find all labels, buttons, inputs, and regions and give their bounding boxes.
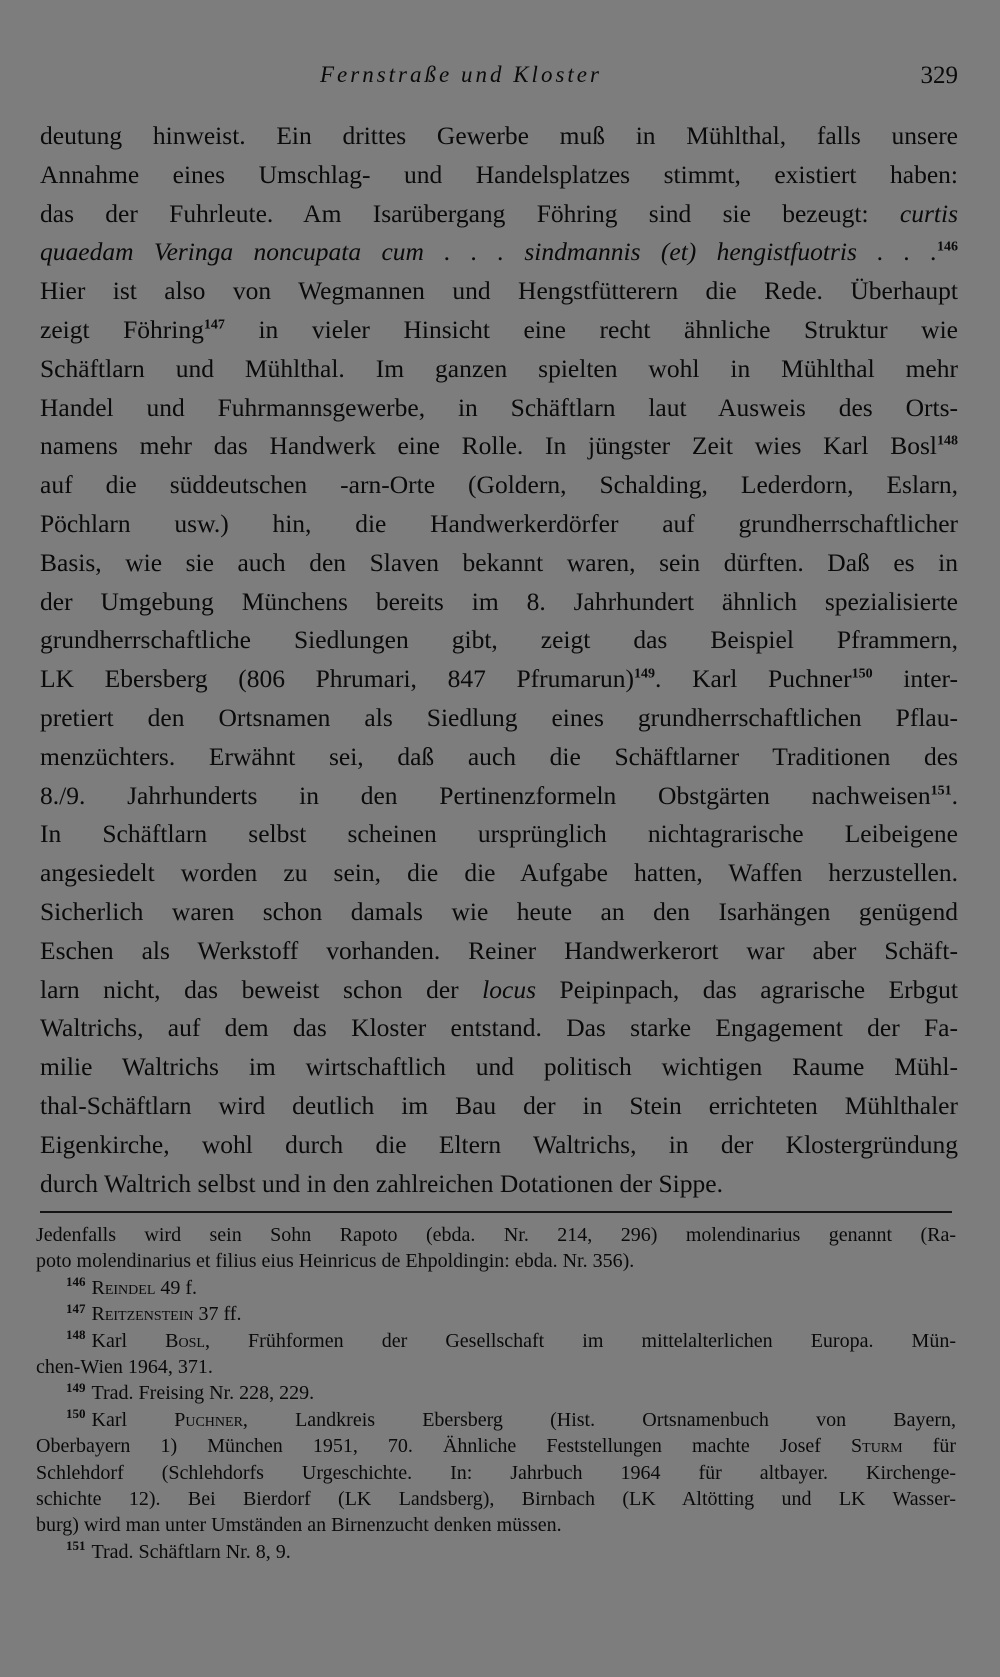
text-line bbox=[40, 583, 958, 622]
text-line bbox=[40, 1009, 958, 1048]
text-run: 8./9. Jahrhunderts in den Pertinenzformeln Obstgärten nachweisen bbox=[40, 780, 931, 810]
text-line bbox=[40, 777, 958, 816]
text-run: durch Waltrich selbst und in den zahlreichen Dotationen der Sippe. bbox=[40, 1168, 723, 1198]
text-run: milie Waltrichs im wirtschaftlich und politisch wichtigen Raume Mühl- bbox=[40, 1052, 958, 1082]
text-line bbox=[40, 350, 958, 389]
text-run: angesiedelt worden zu sein, die die Aufgabe hatten, Waffen herzustellen. bbox=[40, 858, 958, 888]
footnote-148 bbox=[36, 1328, 956, 1354]
text-run: LK Ebersberg (806 Phrumari, 847 Pfrumarun) bbox=[40, 664, 635, 694]
footnote-line bbox=[36, 1354, 956, 1380]
footnote-text: für bbox=[902, 1435, 956, 1458]
text-run: der Umgebung Münchens bereits im 8. Jahrhundert ähnlich spezialisierte bbox=[40, 586, 958, 616]
text-run: pretiert den Ortsnamen als Siedlung eines grundherrschaftlichen Pflau- bbox=[40, 702, 958, 732]
text-line bbox=[40, 699, 958, 738]
footnote-text: Trad. Freising Nr. 228, 229. bbox=[91, 1382, 315, 1405]
footnote-147 bbox=[36, 1301, 956, 1327]
footnote-number: 150 bbox=[66, 1406, 86, 1422]
text-run: . Karl Puchner bbox=[655, 664, 852, 694]
footnote-text: Schlehdorf (Schlehdorfs Urgeschichte. In: Jahrbuch 1964 für altbayer. Kirchenge- bbox=[36, 1461, 956, 1484]
footnote-author: Bosl bbox=[165, 1329, 205, 1352]
text-line bbox=[40, 1165, 958, 1204]
text-run: Pöchlarn usw.) hin, die Handwerkerdörfer auf grundherrschaftlicher bbox=[40, 508, 958, 538]
running-header bbox=[0, 58, 1000, 94]
footnote-151 bbox=[36, 1539, 956, 1565]
text-run: . bbox=[951, 780, 958, 810]
italic-term: locus bbox=[482, 974, 536, 1004]
text-line bbox=[40, 1126, 958, 1165]
footnote-ref[interactable]: 149 bbox=[634, 666, 656, 682]
footnote-ref[interactable]: 147 bbox=[203, 317, 225, 333]
footnote-text: Karl bbox=[91, 1408, 175, 1431]
text-line bbox=[40, 1048, 958, 1087]
text-line bbox=[40, 311, 958, 350]
text-run: das der Fuhrleute. Am Isarübergang Föhring sind sie bezeugt: bbox=[40, 198, 900, 228]
text-line bbox=[40, 815, 958, 854]
text-line bbox=[40, 932, 958, 971]
footnote-ref[interactable]: 150 bbox=[851, 666, 873, 682]
footnotes bbox=[36, 1222, 956, 1565]
footnote-ref[interactable]: 151 bbox=[930, 783, 952, 799]
footnote-text: 49 f. bbox=[155, 1276, 198, 1299]
main-text bbox=[40, 117, 958, 1203]
footnote-number: 147 bbox=[66, 1301, 86, 1316]
footnote-text: chen-Wien 1964, 371. bbox=[36, 1355, 213, 1378]
text-run: auf die süddeutschen -arn-Orte (Goldern, Schalding, Lederdorn, Eslarn, bbox=[40, 470, 958, 500]
footnote-149 bbox=[36, 1380, 956, 1406]
footnote-author: Puchner bbox=[174, 1408, 243, 1431]
italic-quote: curtis bbox=[899, 198, 958, 228]
page-number: 329 bbox=[920, 62, 958, 89]
footnote-text: Oberbayern 1) München 1951, 70. Ähnliche Feststellungen machte Josef bbox=[36, 1435, 852, 1458]
text-run: grundherrschaftliche Siedlungen gibt, zeigt das Beispiel Pframmern, bbox=[40, 625, 958, 655]
text-line bbox=[40, 117, 958, 156]
footnote-author: Reitzenstein bbox=[91, 1303, 194, 1326]
footnote-text: Jedenfalls wird sein Sohn Rapoto (ebda. Nr. 214, 296) molendinarius genannt (Ra- bbox=[36, 1224, 956, 1246]
text-line bbox=[40, 738, 958, 777]
footnote-author: Reindel bbox=[91, 1276, 156, 1299]
footnote-text: , Frühformen der Gesellschaft im mittelalterlichen Europa. Mün- bbox=[204, 1329, 956, 1352]
text-run: namens mehr das Handwerk eine Rolle. In jüngster Zeit wies Karl Bosl bbox=[40, 431, 937, 461]
text-run: Hier ist also von Wegmannen und Hengstfütterern die Rede. Überhaupt bbox=[40, 276, 958, 306]
text-run: Sicherlich waren schon damals wie heute an den Isarhängen genügend bbox=[40, 896, 958, 926]
text-run: In Schäftlarn selbst scheinen ursprünglich nichtagrarische Leibeigene bbox=[40, 819, 958, 849]
running-title: Fernstraße und Kloster bbox=[320, 62, 602, 87]
text-line bbox=[40, 660, 958, 699]
footnote-ref[interactable]: 146 bbox=[937, 239, 958, 255]
text-run: in vieler Hinsicht eine recht ähnliche Struktur wie bbox=[224, 314, 958, 344]
footnote-line bbox=[36, 1248, 956, 1274]
text-line bbox=[40, 971, 958, 1010]
text-line bbox=[40, 427, 958, 466]
text-line bbox=[40, 156, 958, 195]
footnote-author: Sturm bbox=[851, 1435, 903, 1458]
footnote-number: 148 bbox=[66, 1327, 86, 1342]
footnote-line bbox=[36, 1433, 956, 1459]
text-line bbox=[40, 195, 958, 234]
footnote-text: burg) wird man unter Umständen an Birnenzucht denken müssen. bbox=[36, 1514, 562, 1537]
footnote-text: Karl bbox=[91, 1329, 166, 1352]
text-run: zeigt Föhring bbox=[40, 314, 204, 344]
footnote-text: schichte 12). Bei Bierdorf (LK Landsberg), Birnbach (LK Altötting und LK Wasser- bbox=[36, 1487, 956, 1510]
footnote-150 bbox=[36, 1407, 956, 1433]
text-line bbox=[40, 272, 958, 311]
footnote-146 bbox=[36, 1275, 956, 1301]
text-run: Handel und Fuhrmannsgewerbe, in Schäftlarn laut Ausweis des Orts- bbox=[40, 392, 958, 422]
footnote-text: Trad. Schäftlarn Nr. 8, 9. bbox=[91, 1540, 291, 1563]
text-line bbox=[40, 505, 958, 544]
footnote-text: , Landkreis Ebersberg (Hist. Ortsnamenbuch von Bayern, bbox=[242, 1408, 956, 1431]
footnote-text: 37 ff. bbox=[193, 1303, 242, 1326]
footnote-line bbox=[36, 1512, 956, 1538]
text-run: Eschen als Werkstoff vorhanden. Reiner Handwerkerort war aber Schäft- bbox=[40, 935, 958, 965]
text-run: Schäftlarn und Mühlthal. Im ganzen spielten wohl in Mühlthal mehr bbox=[40, 353, 958, 383]
text-line bbox=[40, 466, 958, 505]
text-run: thal-Schäftlarn wird deutlich im Bau der in Stein errichteten Mühlthaler bbox=[40, 1090, 958, 1120]
text-run: Peipinpach, das agrarische Erbgut bbox=[536, 974, 958, 1004]
footnote-line bbox=[36, 1222, 956, 1248]
footnote-divider bbox=[40, 1211, 952, 1213]
text-line bbox=[40, 854, 958, 893]
footnote-text: poto molendinarius et filius eius Heinricus de Ehpoldingin: ebda. Nr. 356). bbox=[36, 1250, 635, 1273]
text-line bbox=[40, 1087, 958, 1126]
text-run: Annahme eines Umschlag- und Handelsplatzes stimmt, existiert haben: bbox=[40, 159, 958, 189]
text-run: Eigenkirche, wohl durch die Eltern Waltrichs, in der Klostergründung bbox=[40, 1129, 958, 1159]
footnote-number: 149 bbox=[66, 1380, 86, 1395]
text-line bbox=[40, 893, 958, 932]
text-run: inter- bbox=[872, 664, 958, 694]
text-line bbox=[40, 544, 958, 583]
text-run: Waltrichs, auf dem das Kloster entstand. Das starke Engagement der Fa- bbox=[40, 1013, 958, 1043]
footnote-ref[interactable]: 148 bbox=[937, 433, 958, 449]
text-run: menzüchters. Erwähnt sei, daß auch die Schäftlarner Traditionen des bbox=[40, 741, 958, 771]
text-line bbox=[40, 389, 958, 428]
footnote-line bbox=[36, 1486, 956, 1512]
footnote-line bbox=[36, 1460, 956, 1486]
footnote-number: 146 bbox=[66, 1274, 86, 1290]
italic-quote: quaedam Veringa noncupata cum . . . sindmannis (et) hengistfuotris . . . bbox=[40, 237, 937, 267]
text-run: larn nicht, das beweist schon der bbox=[40, 974, 483, 1004]
footnote-number: 151 bbox=[66, 1538, 86, 1554]
text-line bbox=[40, 233, 958, 272]
text-run: Basis, wie sie auch den Slaven bekannt waren, sein dürften. Daß es in bbox=[40, 547, 958, 577]
text-line bbox=[40, 621, 958, 660]
text-run: deutung hinweist. Ein drittes Gewerbe muß in Mühlthal, falls unsere bbox=[40, 121, 958, 150]
